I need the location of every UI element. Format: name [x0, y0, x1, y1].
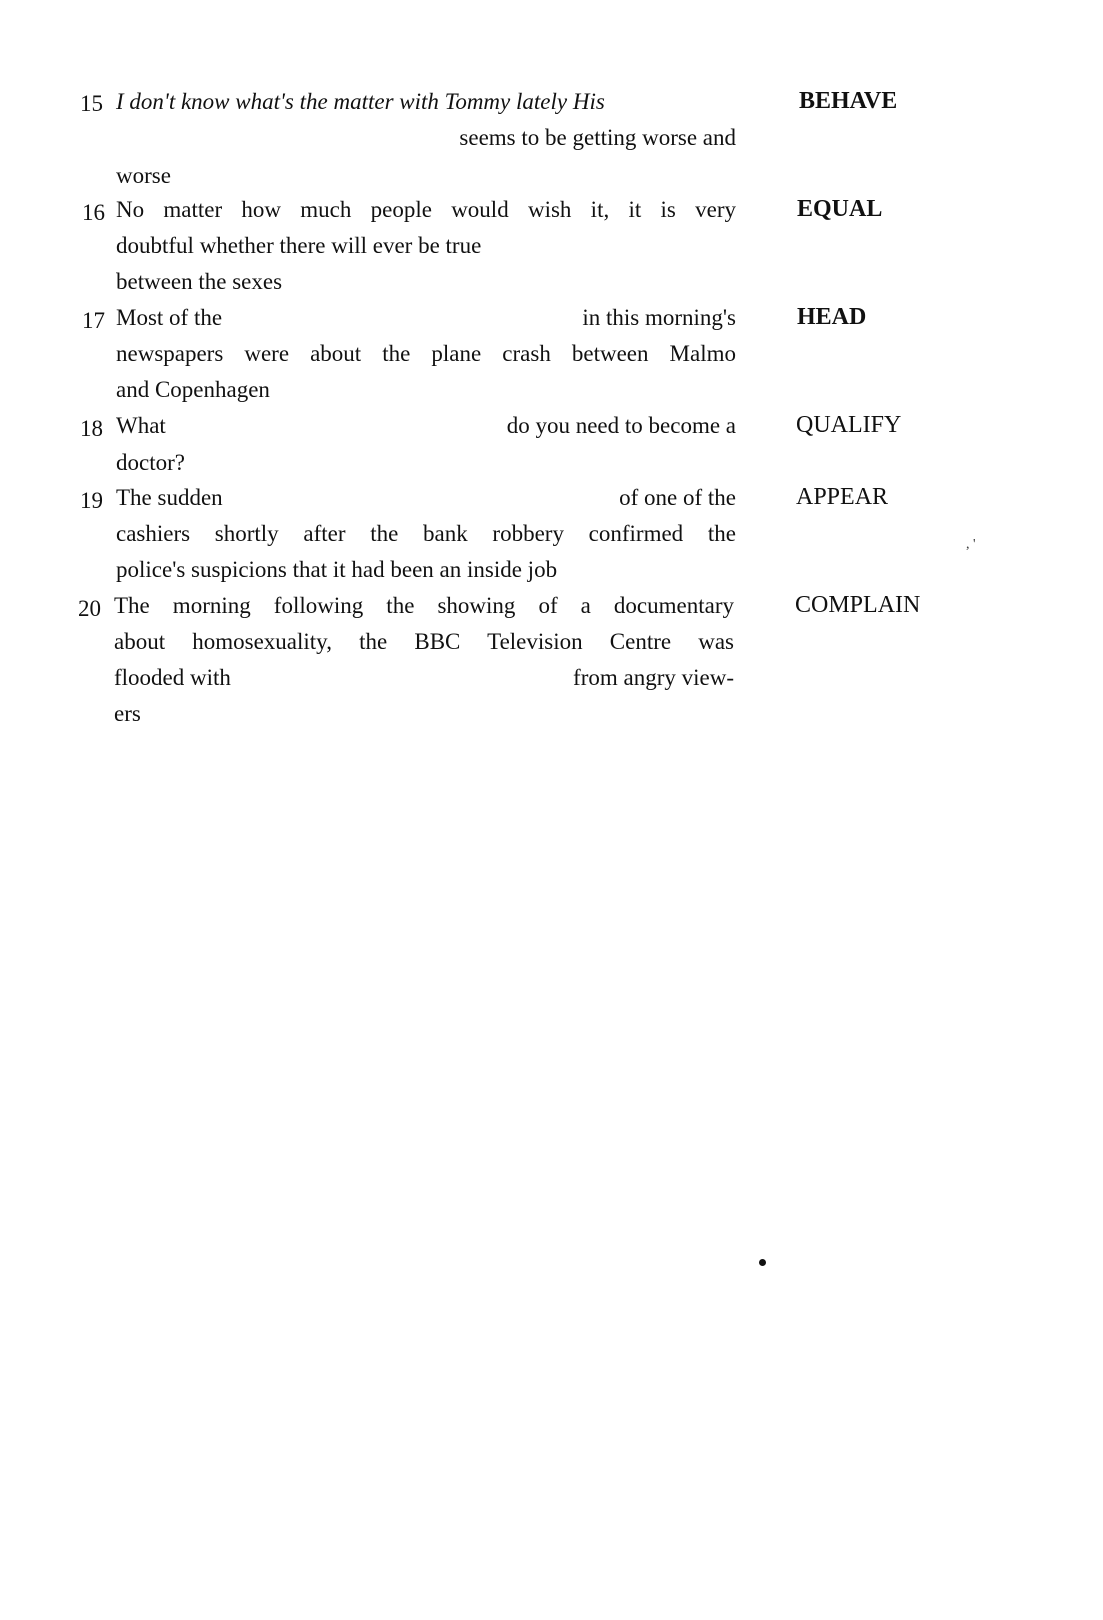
item-line: What: [116, 413, 166, 438]
keyword: COMPLAIN: [795, 592, 921, 618]
item-line: police's suspicions that it had been an inside job: [116, 557, 558, 582]
item-line: I don't know what's the matter with Tommy lately His: [116, 89, 605, 114]
item-number: 15: [80, 91, 103, 116]
item-line: Most of the: [116, 305, 223, 330]
item-line: and Copenhagen: [116, 377, 270, 402]
margin-mark: , ': [966, 537, 976, 552]
item-line: newspapers were about the plane crash between Malmo: [116, 341, 736, 366]
keyword: QUALIFY: [796, 412, 902, 438]
item-line: The sudden: [116, 485, 223, 510]
item-line: cashiers shortly after the bank robbery confirmed the: [116, 521, 736, 546]
item-line: flooded with: [114, 665, 231, 690]
item-number: 20: [78, 596, 101, 621]
item-line: doctor?: [116, 450, 185, 475]
item-line: ers: [114, 701, 141, 726]
item-line: of one of the: [619, 485, 736, 510]
item-line: The morning following the showing of a documentary: [114, 593, 734, 618]
item-number: 16: [82, 200, 105, 225]
scan-dot: [759, 1259, 766, 1266]
item-line: No matter how much people would wish it, it is very: [116, 197, 736, 222]
keyword: BEHAVE: [799, 88, 898, 114]
item-line: do you need to become a: [506, 413, 736, 438]
keyword: HEAD: [797, 304, 867, 330]
item-number: 19: [80, 488, 103, 513]
item-line: from angry view-: [573, 665, 734, 690]
item-line: about homosexuality, the BBC Television Centre was: [114, 629, 734, 654]
keyword: APPEAR: [796, 484, 889, 510]
item-line: doubtful whether there will ever be true: [116, 233, 482, 258]
item-line: between the sexes: [116, 269, 283, 294]
item-line: seems to be getting worse and: [459, 125, 736, 150]
item-line: in this morning's: [582, 305, 736, 330]
item-number: 18: [80, 416, 103, 441]
item-line: worse: [116, 163, 171, 188]
item-number: 17: [82, 308, 105, 333]
keyword: EQUAL: [797, 196, 883, 222]
